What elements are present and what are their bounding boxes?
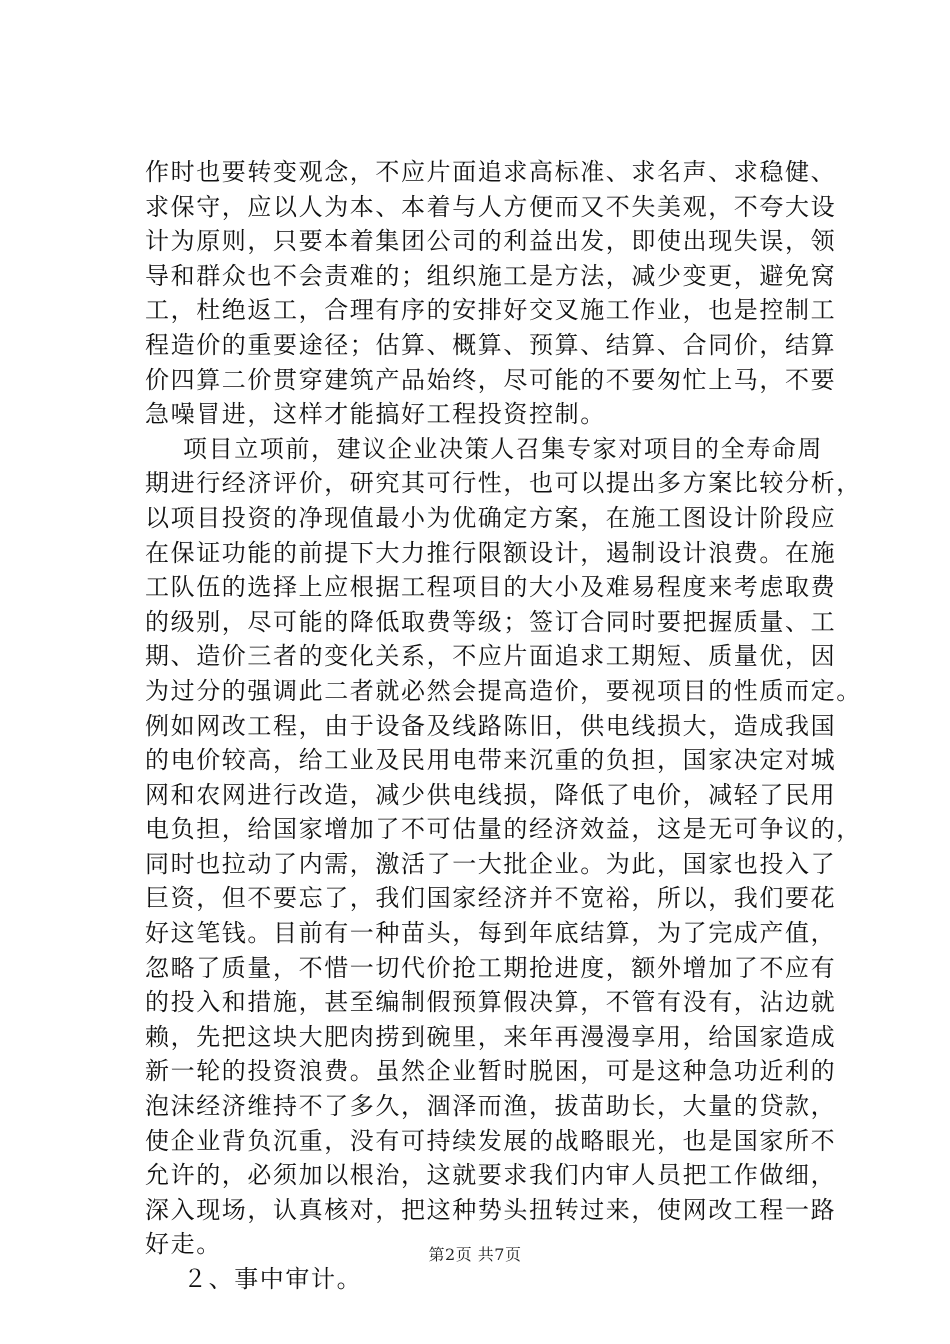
- text-line: ２、事中审计。: [183, 1265, 363, 1293]
- text-line: 好走。: [145, 1230, 222, 1259]
- text-line: 赖，先把这块大肥肉捞到碗里，来年再漫漫享用，给国家造成: [145, 1022, 837, 1051]
- text-line: 在保证功能的前提下大力推行限额设计，遏制设计浪费。在施: [145, 538, 837, 567]
- text-line: 新一轮的投资浪费。虽然企业暂时脱困，可是这种急功近利的: [145, 1057, 837, 1086]
- text-line: 电负担，给国家增加了不可估量的经济效益，这是无可争议的，: [145, 815, 862, 844]
- text-line: 同时也拉动了内需，激活了一大批企业。为此，国家也投入了: [145, 849, 837, 878]
- text-line: 的投入和措施，甚至编制假预算假决算，不管有没有，沾边就: [145, 988, 837, 1017]
- text-line: 的电价较高，给工业及民用电带来沉重的负担，国家决定对城: [145, 746, 837, 775]
- text-line: 期、造价三者的变化关系，不应片面追求工期短、质量优，因: [145, 642, 837, 671]
- text-line: 导和群众也不会责难的；组织施工是方法，减少变更，避免窝: [145, 261, 837, 290]
- text-line: 例如网改工程，由于设备及线路陈旧，供电线损大，造成我国: [145, 711, 837, 740]
- text-line: 巨资，但不要忘了，我们国家经济并不宽裕，所以，我们要花: [145, 884, 837, 913]
- text-line: 程造价的重要途径；估算、概算、预算、结算、合同价，结算: [145, 330, 837, 359]
- text-line: 好这笔钱。目前有一种苗头，每到年底结算，为了完成产值，: [145, 919, 837, 948]
- text-line: 的级别，尽可能的降低取费等级；签订合同时要把握质量、工: [145, 607, 837, 636]
- text-line: 作时也要转变观念，不应片面追求高标准、求名声、求稳健、: [145, 158, 837, 186]
- text-line: 忽略了质量，不惜一切代价抢工期抢进度，额外增加了不应有: [145, 953, 837, 982]
- text-line: 急噪冒进，这样才能搞好工程投资控制。: [145, 400, 606, 429]
- document-body: [145, 155, 862, 1297]
- text-line: 深入现场，认真核对，把这种势头扭转过来，使网改工程一路: [145, 1195, 837, 1224]
- text-line: 网和农网进行改造，减少供电线损，降低了电价，减轻了民用: [145, 780, 837, 809]
- text-line: 价四算二价贯穿建筑产品始终，尽可能的不要匆忙上马，不要: [145, 365, 837, 394]
- text-line: 期进行经济评价，研究其可行性，也可以提出多方案比较分析，: [145, 469, 862, 498]
- text-line: 允许的，必须加以根治，这就要求我们内审人员把工作做细，: [145, 1161, 837, 1190]
- page-number-footer: 第2页 共7页: [428, 1245, 522, 1264]
- text-line: 计为原则，只要本着集团公司的利益出发，即使出现失误，领: [145, 227, 837, 256]
- text-line: 为过分的强调此二者就必然会提高造价，要视项目的性质而定。: [145, 676, 862, 705]
- text-line: 以项目投资的净现值最小为优确定方案，在施工图设计阶段应: [145, 503, 837, 532]
- text-line: 求保守，应以人为本、本着与人方便而又不失美观，不夸大设: [145, 192, 837, 221]
- text-line: 泡沫经济维持不了多久，涸泽而渔，拔苗助长，大量的贷款，: [145, 1092, 837, 1121]
- text-line: 工队伍的选择上应根据工程项目的大小及难易程度来考虑取费: [145, 573, 837, 602]
- text-line: 工，杜绝返工，合理有序的安排好交叉施工作业，也是控制工: [145, 296, 837, 325]
- text-line: 项目立项前，建议企业决策人召集专家对项目的全寿命周: [183, 434, 823, 463]
- text-line: 使企业背负沉重，没有可持续发展的战略眼光，也是国家所不: [145, 1126, 837, 1155]
